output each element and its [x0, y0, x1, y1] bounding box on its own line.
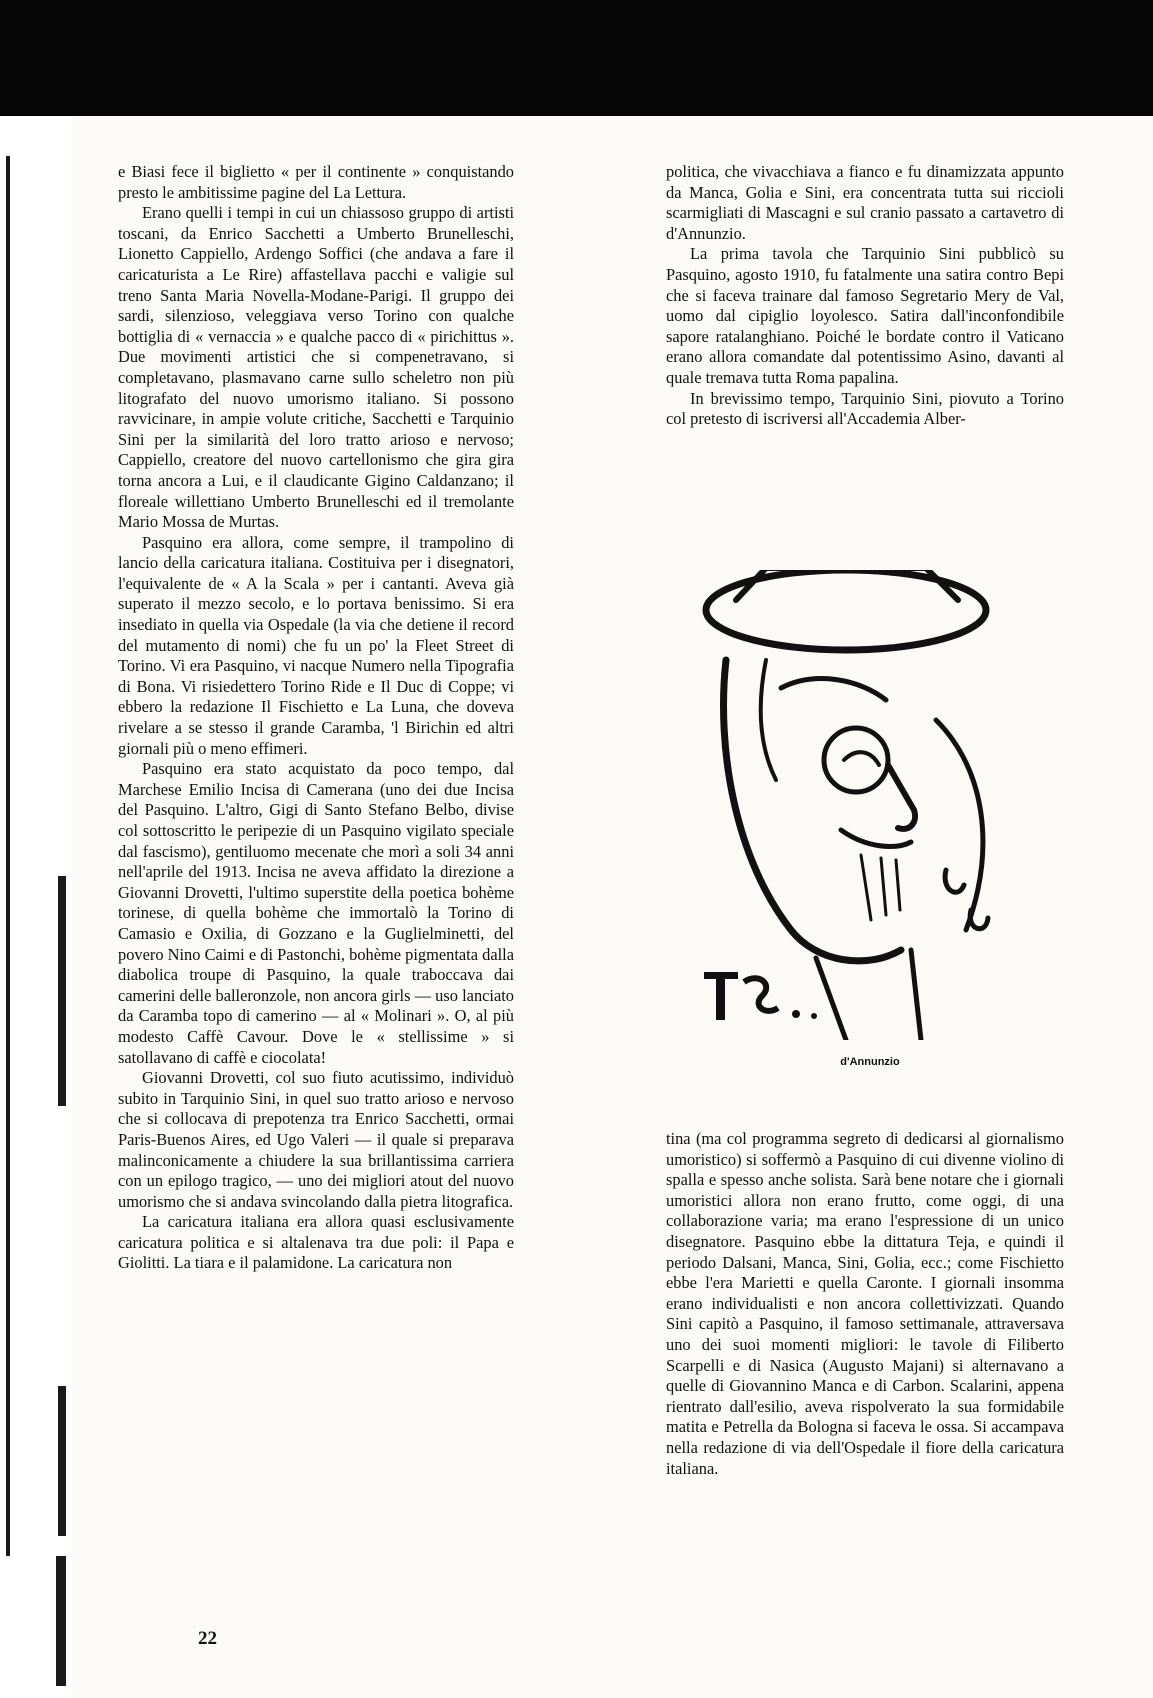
hair-line [761, 660, 776, 780]
monocle [824, 728, 888, 792]
left-text-column [118, 162, 514, 1274]
paragraph: Erano quelli i tempi in cui un chiassoso gruppo di artisti toscani, da Enrico Sacchetti a Umberto Brunelleschi, Lionetto Cappiello, Ardengo Soffici (che andava a fare il caricaturista a Le Rire) affastellava pacchi e valigie sul treno Santa Maria Novella-Modane-Parigi. Il gruppo dei sardi, silenzioso, veleggiava verso Torino con qualche bottiglia di « vernaccia » e qualche pacco di « pirichittus ». Due movimenti artistici che si compenetravano, si completavano, plasmavano carne sullo scheletro non più litografato del nuovo umorismo italiano. Si possono ravvicinare, in ampie volute critiche, Sacchetti e Tarquinio Sini per la similarità del loro tratto arioso e nervoso; Cappiello, creatore del nuovo cartellonismo che gira gira torna ancora a Lui, e il claudicante Gigino Caldanzano; il floreale willettiano Umberto Brunelleschi ed il tremolante Mario Mossa de Murtas. [118, 203, 514, 532]
right-text-column-top [666, 162, 1064, 430]
top-dark-band [0, 0, 1153, 116]
paragraph: Giovanni Drovetti, col suo fiuto acutissimo, individuò subito in Tarquinio Sini, in quel suo tratto arioso e nervoso che si collocava di prepotenza tra Enrico Sacchetti, ormai Paris-Buenos Aires, ed Ugo Valeri — il quale si preparava malinconicamente a chiudere la sua brillantissima carriera con un epilogo tragico, — uno dei migliori atout del nuovo umorismo che si andava svincolando dalla pietra litografica. [118, 1068, 514, 1211]
paragraph: tina (ma col programma segreto di dedicarsi al giornalismo umoristico) si soffermò a Pasquino di cui divenne violino di spalla e spesso anche solista. Sarà bene notare che i giornali umoristici allora non erano frutto, come oggi, di una collaborazione varia; ma erano l'espressione di un unico disegnatore. Pasquino ebbe la dittatura Teja, e quindi il periodo Dalsani, Manca, Sini, Golia, ecc.; come Fischietto ebbe l'era Marietti e quella Caronte. I giornali insomma erano individualisti e non ancora collettivizzati. Quando Sini capitò a Pasquino, il famoso settimanale, attraversava uno dei suoi momenti migliori: le tavole di Filiberto Scarpelli e di Nasica (Augusto Majani) si alternavano a quelle di Giovannino Manca e di Carbon. Scalarini, appena rientrato dall'esilio, aveva rispolverato la sua formidabile matita e Petrella da Bologna si faceva le ossa. Si accampava nella redazione di via dell'Ospedale il fiore della caricatura italiana. [666, 1129, 1064, 1478]
edge-line [6, 156, 10, 1556]
paragraph: e Biasi fece il biglietto « per il continente » conquistando presto le ambitissime pagine del La Lettura. [118, 162, 514, 202]
paragraph: Pasquino era stato acquistato da poco tempo, dal Marchese Emilio Incisa di Camerana (uno dei due Incisa del Pasquino. L'altro, Gigi di Santo Stefano Belbo, divise col sottoscritto le peripezie di un Pasquino vigilato speciale dal fascismo), gentiluomo mecenate che morì a soli 34 anni nell'aprile del 1913. Incisa ne aveva affidato la direzione a Giovanni Drovetti, l'ultimo superstite della poetica bohème torinese, di quella bohème che immortalò la Torino di Camasio e Oxilia, di Gozzano e la Guglielminetti, del povero Nino Caimi e di Pastonchi, bohème pigmentata dalla diabolica troupe di Pasquino, la quale traboccava dai camerini delle balleronzole, non ancora girls — uso lanciato da Caramba topo di camerino — al « Molinari ». O, al più modesto Caffè Cavour. Dove le « stellissime » si satollavano di caffè e ciocolata! [118, 759, 514, 1067]
paragraph: In brevissimo tempo, Tarquinio Sini, piovuto a Torino col pretesto di iscriversi all'Accademia Alber- [666, 388, 1064, 429]
face-outline [724, 660, 901, 961]
beard [861, 855, 900, 920]
collar [936, 720, 983, 930]
paragraph: politica, che vivacchiava a fianco e fu dinamizzata appunto da Manca, Golia e Sini, era concentrata tutta sui riccioli scarmigliati di Mascagni e sul cranio passato a cartavetro di d'Annunzio. [666, 162, 1064, 243]
paragraph: La caricatura italiana era allora quasi esclusivamente caricatura politica e si altalenava tra due poli: il Papa e Giolitti. La tiara e il palamidone. La caricatura non [118, 1212, 514, 1273]
caricature-illustration [696, 570, 1016, 1040]
nose [888, 765, 915, 829]
artist-signature [704, 972, 817, 1020]
right-text-column-bottom [666, 1129, 1064, 1479]
edge-mark [58, 876, 66, 1106]
illustration-caption: d'Annunzio [840, 1056, 900, 1068]
paragraph: Pasquino era allora, come sempre, il trampolino di lancio della caricatura italiana. Costituiva per i disegnatori, l'equivalente de « A la Scala » per i cantanti. Aveva già superato il mezzo secolo, e lo portava benissimo. Si era insediato in quella via Ospedale (la via che detiene il record del mutamento di nomi) che fu un po' la Fleet Street di Torino. Vi era Pasquino, vi nacque Numero nella Tipografia di Bona. Vi risiedettero Torino Ride e Il Duc di Coppe; vi ebbero la redazione Il Fischietto e La Luna, che doveva rivelare a se stesso il grande Caramba, 'l Birichin ed altri giornali più o meno effimeri. [118, 532, 514, 758]
binding-edge [0, 116, 73, 1698]
edge-mark [56, 1556, 66, 1686]
brow [781, 679, 886, 700]
mustache [841, 830, 911, 846]
page-number: 22 [198, 1628, 217, 1649]
edge-mark [58, 1386, 66, 1536]
paragraph: La prima tavola che Tarquinio Sini pubblicò su Pasquino, agosto 1910, fu fatalmente una satira contro Bepi che si faceva trainare dal famoso Segretario Mery de Val, uomo dal cipiglio loyolesco. Satira dall'inconfondibile sapore ratalanghiano. Poiché le bordate contro il Vaticano erano allora comandate dal potentissimo Asino, davanti al quale tremava tutta Roma papalina. [666, 244, 1064, 387]
eye [844, 752, 879, 765]
